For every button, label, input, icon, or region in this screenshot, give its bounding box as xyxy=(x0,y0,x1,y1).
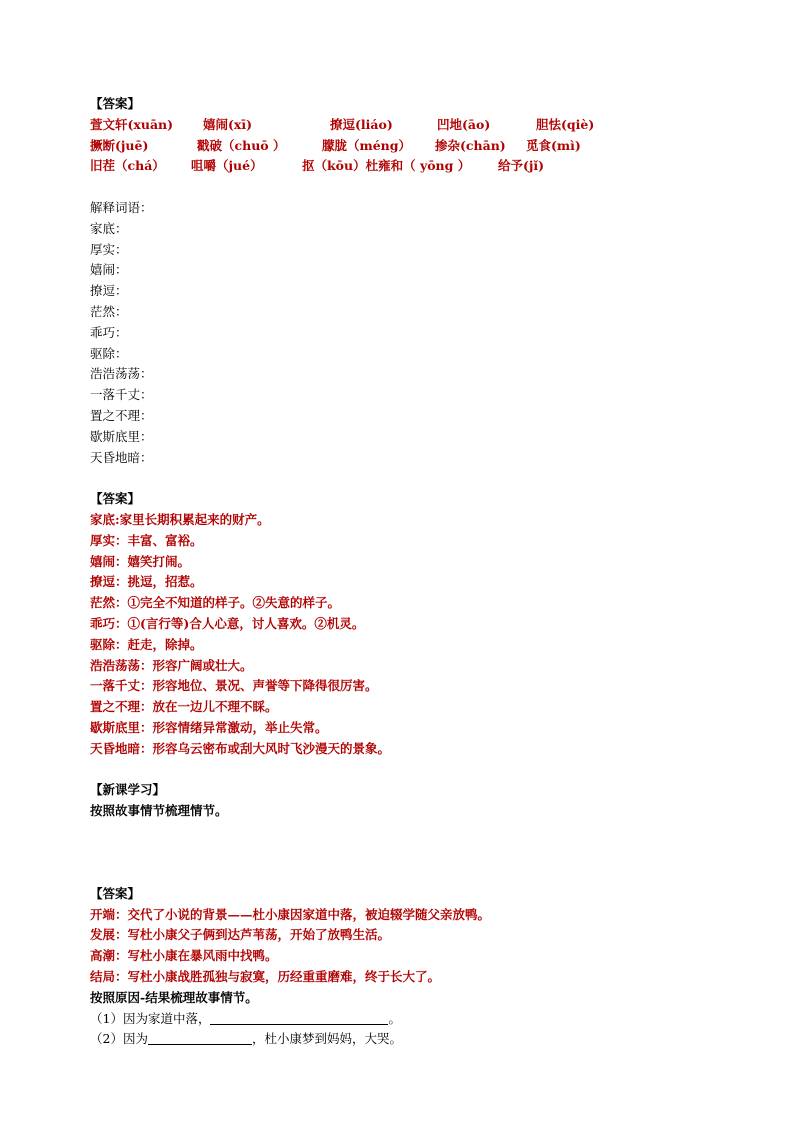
pinyin-item: 戳破（chuō ） xyxy=(197,137,286,153)
spacer xyxy=(90,760,730,781)
explain-item: 厚实： xyxy=(90,241,128,257)
definition-item: 置之不理：放在一边儿不理不睬。 xyxy=(90,699,278,715)
pinyin-item: 觅食(mì) xyxy=(526,137,581,153)
definition-item: 厚实：丰富、富裕。 xyxy=(90,532,203,548)
spacer xyxy=(90,468,730,489)
explain-item: 驱除： xyxy=(90,345,128,361)
pinyin-item: 嬉闹(xī) xyxy=(203,116,253,132)
question-1 xyxy=(90,1009,730,1030)
answer-heading-3: 【答案】 xyxy=(90,885,141,901)
question-1-suffix: 。 xyxy=(388,1010,401,1026)
pinyin-item: 萱文轩(xuān) xyxy=(90,116,174,132)
explain-item: 天昏地暗： xyxy=(90,449,153,465)
definition-item: 一落千丈：形容地位、景况、声誉等下降得很厉害。 xyxy=(90,678,378,694)
spacer xyxy=(90,822,730,884)
plot-item: 开端：交代了小说的背景——杜小康因家道中落，被迫辍学随父亲放鸭。 xyxy=(90,906,491,922)
explain-item: 家底： xyxy=(90,220,128,236)
answer-heading-1: 【答案】 xyxy=(90,96,141,111)
pinyin-item: 抠（kōu）杜雍和（ yōng ） xyxy=(302,158,471,174)
pinyin-item: 旧茬（chá） xyxy=(90,158,165,174)
definition-item: 歇斯底里：形容情绪异常激动，举止失常。 xyxy=(90,719,328,735)
definition-item: 撩逗：挑逗，招惹。 xyxy=(90,574,203,590)
explain-item: 嬉闹： xyxy=(90,262,128,278)
definition-item: 嬉闹：嬉笑打闹。 xyxy=(90,553,191,569)
question-1-prefix: （1）因为家道中落， xyxy=(90,1010,211,1026)
document-page xyxy=(90,94,730,1050)
explain-item: 一落千丈： xyxy=(90,387,153,403)
definition-item: 驱除：赶走，除掉。 xyxy=(90,636,203,652)
explain-item: 歇斯底里： xyxy=(90,428,153,444)
plot-item: 高潮：写杜小康在暴风雨中找鸭。 xyxy=(90,948,278,964)
definition-item: 天昏地暗：形容乌云密布或刮大风时飞沙漫天的景象。 xyxy=(90,740,391,756)
explain-item: 茫然： xyxy=(90,303,128,319)
explain-item: 乖巧： xyxy=(90,324,128,340)
explain-item: 撩逗： xyxy=(90,283,128,299)
spacer xyxy=(90,177,730,198)
answer-blank-1[interactable] xyxy=(210,1010,388,1025)
definition-item: 浩浩荡荡：形容广阔或壮大。 xyxy=(90,657,253,673)
question-2 xyxy=(90,1029,730,1050)
pinyin-item: 给予(jǐ) xyxy=(498,158,545,174)
pinyin-item: 掺杂(chān) xyxy=(435,137,506,153)
pinyin-item: 撅断(juē) xyxy=(90,137,149,153)
task-instruction: 按照原因-结果梳理故事情节。 xyxy=(90,989,258,1005)
answer-blank-2[interactable] xyxy=(148,1030,252,1045)
pinyin-item: 胆怯(qiè) xyxy=(536,116,595,132)
new-lesson-heading: 【新课学习】 xyxy=(90,782,166,798)
definition-item: 乖巧：①(言行等)合人心意，讨人喜欢。②机灵。 xyxy=(90,615,365,631)
explain-item: 置之不理： xyxy=(90,407,153,423)
pinyin-item: 撩逗(liáo) xyxy=(330,116,393,132)
definition-item: 茫然：①完全不知道的样子。②失意的样子。 xyxy=(90,595,341,611)
pinyin-item: 凹地(āo) xyxy=(437,116,491,132)
pinyin-item: 咀嚼（jué） xyxy=(191,158,263,174)
pinyin-row-1 xyxy=(90,115,730,136)
pinyin-item: 朦胧（méng） xyxy=(322,137,412,153)
explain-title: 解释词语： xyxy=(90,199,153,215)
question-2-prefix: （2）因为 xyxy=(90,1031,148,1047)
pinyin-row-3 xyxy=(90,156,730,177)
pinyin-row-2 xyxy=(90,136,730,157)
answer-heading-2: 【答案】 xyxy=(90,491,141,507)
definition-item: 家底:家里长期积累起来的财产。 xyxy=(90,511,270,527)
plot-item: 结局：写杜小康战胜孤独与寂寞，历经重重磨难，终于长大了。 xyxy=(90,969,441,985)
question-2-suffix: ，杜小康梦到妈妈，大哭。 xyxy=(251,1031,402,1047)
explain-item: 浩浩荡荡： xyxy=(90,366,153,382)
plot-item: 发展：写杜小康父子俩到达芦苇荡，开始了放鸭生活。 xyxy=(90,927,391,943)
new-lesson-instruction: 按照故事情节梳理情节。 xyxy=(90,803,228,819)
